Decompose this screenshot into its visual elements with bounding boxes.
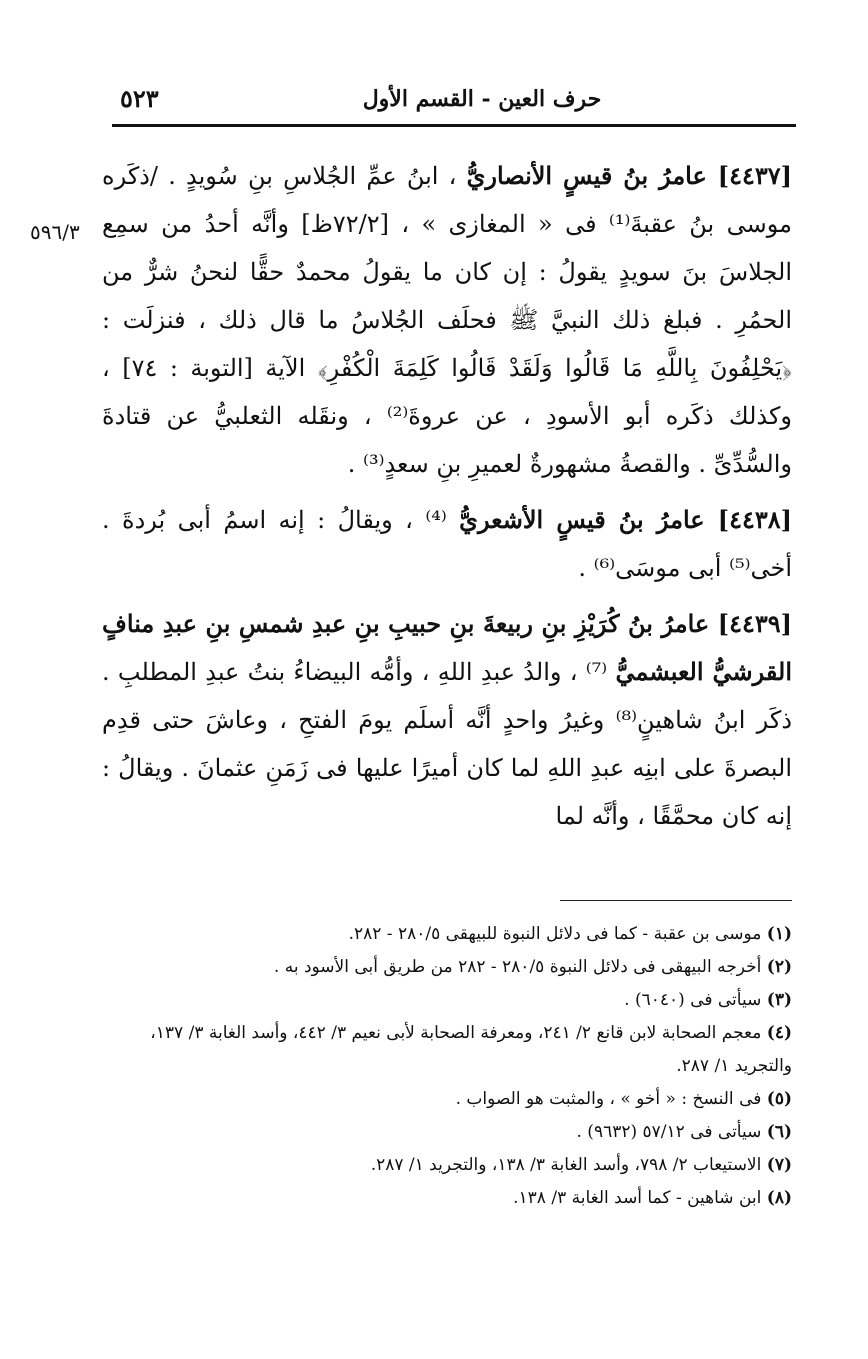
footnote-rule [560,900,792,901]
footnote [102,1017,792,1083]
footnote-number: (٣) [766,990,792,1010]
footnote-number: (٥) [766,1089,792,1109]
footnote [102,918,792,951]
footnote [102,1149,792,1182]
footnote [102,984,792,1017]
footnote-text: فى النسخ : « أخو » ، والمثبت هو الصواب . [455,1089,762,1109]
footnote-number: (٧) [766,1155,792,1175]
footnote-number: (١) [766,924,792,944]
footnote-text: الاستيعاب ٢/ ٧٩٨، وأسد الغابة ٣/ ١٣٨، والتجريد ١/ ٢٨٧. [370,1155,762,1175]
footnote [102,1083,792,1116]
entry-text: ⁽⁷⁾ ، والدُ عبدِ اللهِ ، وأمُّه البيضاءُ بنتُ عبدِ المطلبِ . ذكَر ابنُ شاهينٍ⁽⁸⁾ وغيرُ واحدٍ أنَّه أسلَم يومَ الفتحِ ، وعاشَ حتى قدِم البصرةَ على ابنِه عبدِ اللهِ لما كان أميرًا عليها فى زَمَنِ عثمانَ . ويقالُ : إنه كان محمَّقًا ، وأنَّه لما [102,658,793,830]
entry-text: ⁽⁴⁾ ، ويقالُ : إنه اسمُ أبى بُردةَ . أخى⁽⁵⁾ أبى موسَى⁽⁶⁾ . [102,506,792,582]
header-rule [112,124,796,127]
footnote-number: (٨) [766,1188,792,1208]
entry-heading: [٤٤٣٧] عامرُ بنُ قيسٍ الأنصاريُّ [466,161,792,190]
footnote-text: أخرجه البيهقى فى دلائل النبوة ٢٨٠/٥ - ٢٨٢ من طريق أبى الأسود به . [273,957,762,977]
entry-4437 [102,152,792,488]
page-number: ٥٢٣ [120,84,159,113]
entry-4439 [102,600,792,840]
footnote-number: (٢) [766,957,792,977]
main-text [102,152,792,848]
running-title: حرف العين - القسم الأول [362,86,602,112]
entry-4438 [102,496,792,592]
footnote-number: (٦) [766,1122,792,1142]
footnote [102,951,792,984]
page-header [112,84,792,124]
footnote-text: سيأتى فى (٦٠٤٠) . [624,990,762,1010]
entry-heading: [٤٤٣٨] عامرُ بنُ قيسٍ الأشعريُّ [459,505,792,534]
footnote-text: معجم الصحابة لابن قانع ٢/ ٢٤١، ومعرفة الصحابة لأبى نعيم ٣/ ٤٤٢، وأسد الغابة ٣/ ١٣٧، والتجريد ١/ ٢٨٧. [150,1023,792,1076]
footnote-text: موسى بن عقبة - كما فى دلائل النبوة للبيهقى ٢٨٠/٥ - ٢٨٢. [348,924,762,944]
entry-heading: [٤٤٣٩] عامرُ بنُ كُرَيْزِ بنِ ربيعةَ بنِ حبيبِ بنِ عبدِ شمسِ بنِ عبدِ منافٍ القرشيُّ العبشميُّ [102,609,792,686]
entry-text: ، ابنُ عمِّ الجُلاسِ بنِ سُويدٍ . /ذكَره موسى بنُ عقبةَ⁽¹⁾ فى « المغازى » ، [٧٢/٢ظ] وأنَّه أحدُ من سمِع الجلاسَ بنَ سويدٍ يقولُ : إن كان ما يقولُ محمدٌ حقًّا لنحنُ شرٌّ من الحمُرِ . فبلغ ذلك النبيَّ ﷺ فحلَف الجُلاسُ ما قال ذلك ، فنزلَت : ﴿يَحْلِفُونَ بِاللَّهِ مَا قَالُوا وَلَقَدْ قَالُوا كَلِمَةَ الْكُفْرِ﴾ الآية [التوبة : ٧٤] ، وكذلك ذكَره أبو الأسودِ ، عن عروةَ⁽²⁾ ، ونقَله الثعلبيُّ عن قتادةَ والسُّدِّىِّ . والقصةُ مشهورةٌ لعميرِ بنِ سعدٍ⁽³⁾ . [102,162,793,478]
footnote-text: ابن شاهين - كما أسد الغابة ٣/ ١٣٨. [513,1188,762,1208]
footnote-number: (٤) [766,1023,792,1043]
footnote [102,1116,792,1149]
footnotes [102,918,792,1215]
marginal-reference: ٥٩٦/٣ [30,220,80,244]
footnote-text: سيأتى فى ٥٧/١٢ (٩٦٣٢) . [576,1122,762,1142]
footnote [102,1182,792,1215]
